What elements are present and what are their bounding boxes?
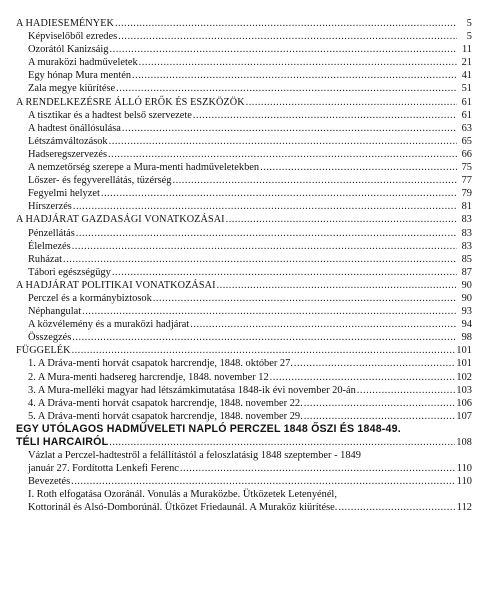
toc-leader-dots	[118, 30, 457, 43]
toc-entry[interactable]	[16, 253, 472, 266]
toc-entry[interactable]	[16, 292, 472, 305]
toc-page-number: 77	[461, 175, 472, 187]
toc-leader-dots	[153, 292, 457, 305]
toc-page-number: 79	[461, 188, 472, 200]
toc-page-number: 85	[461, 253, 472, 265]
toc-page-number: 93	[461, 306, 472, 318]
toc-page-number: 110	[456, 463, 472, 475]
toc-page-number: 5	[466, 31, 472, 43]
toc-leader-dots	[304, 397, 456, 410]
toc-entry[interactable]	[16, 371, 472, 384]
toc-leader-dots	[82, 305, 457, 318]
toc-entry[interactable]	[16, 82, 472, 95]
toc-section-heading[interactable]	[16, 213, 472, 226]
toc-leader-dots	[109, 135, 457, 148]
toc-leader-dots	[246, 96, 457, 109]
toc-leader-dots	[72, 240, 457, 253]
toc-page-number: 87	[461, 266, 472, 278]
toc-leader-dots	[76, 227, 457, 240]
toc-page-number: 103	[456, 384, 472, 396]
toc-leader-dots	[73, 200, 457, 213]
toc-page-number: 81	[461, 201, 472, 213]
toc-entry[interactable]	[16, 384, 472, 397]
toc-page-number: 66	[461, 148, 472, 160]
toc-page-number: 65	[461, 135, 472, 147]
toc-entry[interactable]	[16, 318, 472, 331]
toc-entry-text: 4. A Dráva-menti horvát csapatok harcrendje, 1848. november 22.	[28, 397, 303, 409]
toc-section-heading[interactable]	[16, 279, 472, 292]
toc-entry-text: Képviselőből ezredes	[28, 31, 118, 43]
toc-leader-dots	[71, 475, 456, 488]
toc-entry-text: 2. A Mura-menti hadsereg harcrendje, 1848. november 12	[28, 371, 269, 383]
toc-entry-text: Egy hónap Mura mentén	[28, 70, 132, 82]
toc-leader-dots	[190, 318, 457, 331]
toc-entry-text: Néphangulat	[28, 306, 82, 318]
toc-entry[interactable]	[16, 187, 472, 200]
toc-entry-text: A RENDELKEZÉSRE ÁLLÓ ERŐK ÉS ESZKÖZÖK	[16, 96, 245, 108]
toc-entry-roth[interactable]	[16, 488, 472, 514]
toc-entry-text: Tábori egészségügy	[28, 266, 111, 278]
toc-entry-text: A hadtest önállósulása	[28, 122, 121, 134]
toc-page-number: 51	[461, 83, 472, 95]
toc-page-number: 11	[461, 44, 472, 56]
toc-page-number: 83	[461, 240, 472, 252]
toc-page-number: 83	[461, 214, 472, 226]
toc-entry-text: A muraközi hadműveletek	[28, 57, 138, 69]
toc-page-number: 101	[456, 358, 472, 370]
toc-entry[interactable]	[16, 174, 472, 187]
toc-leader-dots	[193, 109, 457, 122]
toc-page-number: 94	[461, 319, 472, 331]
toc-entry-text: Lőszer- és fegyverellátás, tüzérség	[28, 175, 172, 187]
toc-page-number: 107	[456, 410, 472, 422]
toc-entry-text: A HADJÁRAT POLITIKAI VONATKOZÁSAI	[16, 279, 216, 291]
toc-entry-text: Fegyelmi helyzet	[28, 188, 100, 200]
toc-entry-text-line2: TÉLI HARCAIRÓL	[16, 436, 109, 448]
toc-entry-text: Hírszerzés	[28, 201, 72, 213]
toc-entry-text-line2: Kottorinál és Alsó-Domborúnál. Ütközet Friedaunál. A Muraköz kiürítése.	[28, 502, 338, 514]
toc-leader-dots	[132, 69, 457, 82]
toc-entry[interactable]	[16, 109, 472, 122]
toc-page-number: 83	[461, 227, 472, 239]
toc-entry[interactable]	[16, 266, 472, 279]
toc-page-number: 21	[461, 57, 472, 69]
toc-page-number: 112	[456, 502, 472, 514]
toc-entries	[16, 17, 472, 423]
toc-entry-text: Bevezetés	[28, 476, 71, 488]
toc-entry-text: Ozorától Kanizsáig	[28, 44, 109, 56]
toc-entry-text: 1. A Dráva-menti horvát csapatok harcrendje, 1848. október 27.	[28, 358, 293, 370]
table-of-contents	[16, 17, 472, 515]
toc-entry[interactable]	[16, 305, 472, 318]
toc-leader-dots	[294, 357, 456, 370]
toc-leader-dots	[112, 266, 457, 279]
toc-entry-text: A közvélemény és a muraközi hadjárat	[28, 319, 190, 331]
toc-entry[interactable]	[16, 200, 472, 213]
toc-entry[interactable]	[16, 148, 472, 161]
toc-entry[interactable]	[16, 331, 472, 344]
toc-page-number: 98	[461, 332, 472, 344]
toc-entry[interactable]	[16, 56, 472, 69]
toc-leader-dots	[304, 410, 456, 423]
toc-entry-text: FÜGGELÉK	[16, 345, 71, 357]
toc-leader-dots	[116, 82, 457, 95]
toc-page-number: 102	[456, 371, 472, 383]
toc-leader-dots	[338, 501, 455, 514]
toc-entry[interactable]	[16, 161, 472, 174]
toc-entry[interactable]	[16, 122, 472, 135]
toc-entry-text: A tisztikar és a hadtest belső szervezete	[28, 109, 192, 121]
toc-entry-text: Perczel és a kormánybiztosok	[28, 292, 152, 304]
toc-entry-text: 5. A Dráva-menti horvát csapatok harcrendje, 1848. november 29.	[28, 410, 303, 422]
toc-entry-text-line2: január 27. Fordította Lenkefi Ferenc	[28, 463, 179, 475]
toc-leader-dots	[180, 462, 456, 475]
toc-entry-text: A HADIESEMÉNYEK	[16, 18, 114, 29]
toc-page-number: 90	[461, 279, 472, 291]
toc-page-number: 101	[456, 345, 472, 357]
toc-leader-dots	[109, 436, 455, 449]
toc-entry-text: 3. A Mura-melléki magyar had létszámkimutatása 1848-ik évi november 20-án	[28, 384, 356, 396]
toc-entry[interactable]	[16, 410, 472, 423]
toc-entry[interactable]	[16, 43, 472, 56]
toc-entry-text: Élelmezés	[28, 240, 71, 252]
toc-entry[interactable]	[16, 135, 472, 148]
toc-leader-dots	[270, 371, 456, 384]
toc-leader-dots	[108, 148, 457, 161]
toc-section-heading[interactable]	[16, 344, 472, 357]
toc-entry-bevezetes[interactable]	[16, 475, 472, 488]
toc-leader-dots	[115, 17, 457, 30]
toc-leader-dots	[226, 213, 457, 226]
toc-leader-dots	[357, 384, 456, 397]
toc-entry-text: Zala megye kiürítése	[28, 83, 116, 95]
toc-page-number: 90	[461, 292, 472, 304]
toc-entry-naplo[interactable]	[16, 423, 472, 449]
toc-entry-text: Létszámváltozások	[28, 135, 108, 147]
toc-entry[interactable]	[16, 30, 472, 43]
toc-leader-dots	[139, 56, 457, 69]
toc-entry-text: Hadseregszervezés	[28, 148, 108, 160]
toc-entry[interactable]	[16, 357, 472, 370]
toc-section-heading[interactable]	[16, 96, 472, 109]
toc-section-heading[interactable]	[16, 17, 472, 30]
toc-page-number: 110	[456, 476, 472, 488]
toc-entry-text: Pénzellátás	[28, 227, 75, 239]
toc-leader-dots	[122, 122, 457, 135]
toc-page-number: 61	[461, 109, 472, 121]
toc-entry-text: A HADJÁRAT GAZDASÁGI VONATKOZÁSAI	[16, 214, 225, 226]
toc-page-number: 75	[461, 162, 472, 174]
toc-leader-dots	[110, 43, 458, 56]
toc-entry[interactable]	[16, 227, 472, 240]
toc-entry-text: Ruházat	[28, 253, 63, 265]
toc-leader-dots	[63, 253, 457, 266]
toc-entry-text: Összegzés	[28, 332, 72, 344]
toc-entry-vazlat[interactable]	[16, 449, 472, 475]
toc-leader-dots	[101, 187, 457, 200]
toc-entry-text-line1: EGY UTÓLAGOS HADMŰVELETI NAPLÓ PERCZEL 1848 ŐSZI ÉS 1848-49.	[16, 422, 401, 435]
toc-leader-dots	[172, 174, 457, 187]
toc-page-number: 63	[461, 122, 472, 134]
toc-leader-dots	[217, 279, 457, 292]
toc-entry-text-line1: I. Roth elfogatása Ozoránál. Vonulás a Muraközbe. Ütközetek Letenyénél,	[28, 489, 337, 501]
toc-entry[interactable]	[16, 240, 472, 253]
toc-page-number: 5	[466, 18, 472, 29]
toc-entry[interactable]	[16, 397, 472, 410]
toc-entry[interactable]	[16, 69, 472, 82]
toc-leader-dots	[260, 161, 457, 174]
toc-page-number: 41	[461, 70, 472, 82]
toc-page-number: 61	[461, 96, 472, 108]
toc-entry-text-line1: Vázlat a Perczel-hadtestről a felállítástól a feloszlatásig 1848 szeptember - 1849	[28, 450, 361, 462]
toc-page-number: 108	[456, 437, 472, 448]
toc-leader-dots	[72, 344, 456, 357]
toc-leader-dots	[72, 331, 457, 344]
toc-entry-text: A nemzetőrség szerepe a Mura-menti hadműveletekben	[28, 162, 260, 174]
toc-page-number: 106	[456, 397, 472, 409]
